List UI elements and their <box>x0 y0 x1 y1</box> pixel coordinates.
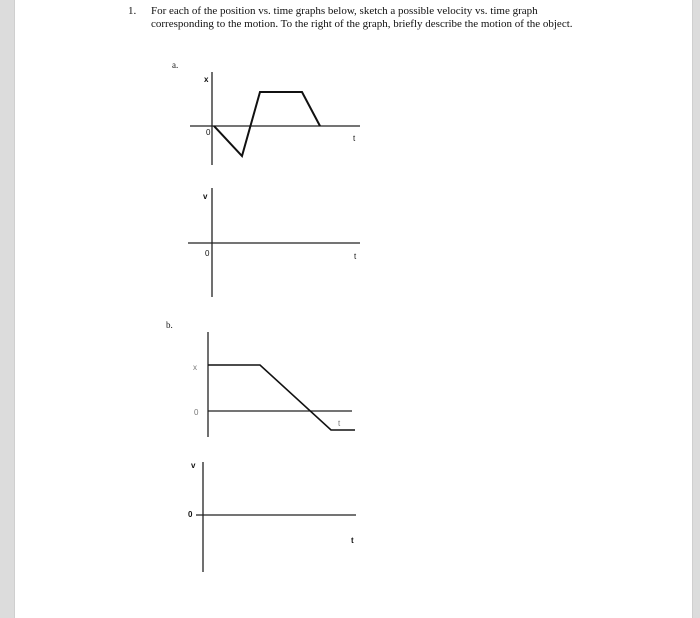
part-b-position-graph <box>208 332 355 437</box>
part-a-label: a. <box>172 60 179 70</box>
part-a-x-origin-label: 0 <box>206 128 211 137</box>
part-b-position-curve <box>208 365 355 430</box>
part-a-velocity-graph <box>188 188 360 297</box>
part-a-position-graph <box>190 72 360 165</box>
part-b-v-axis-label: v <box>191 461 196 470</box>
part-a-v-t-label: t <box>354 252 357 261</box>
part-a-x-t-label: t <box>353 134 356 143</box>
part-b-v-t-label: t <box>351 536 354 545</box>
part-b-v-origin-label: 0 <box>188 510 193 519</box>
part-a-v-axis-label: v <box>203 192 208 201</box>
question-text: For each of the position vs. time graphs below, sketch a possible velocity vs. time graph corresponding to the motion. To the right of the graph, briefly describe the motion of the object. <box>151 5 573 30</box>
part-b-velocity-graph <box>196 462 356 572</box>
part-b-label: b. <box>166 320 173 330</box>
part-b-x-t-label: t <box>338 419 341 428</box>
part-b-x-axis-label: x <box>193 363 197 372</box>
part-a-v-origin-label: 0 <box>205 249 210 258</box>
part-a-x-axis-label: x <box>204 75 209 84</box>
question-number: 1. <box>128 5 137 17</box>
part-a-position-curve <box>214 92 320 156</box>
part-b-x-origin-label: 0 <box>194 408 199 417</box>
